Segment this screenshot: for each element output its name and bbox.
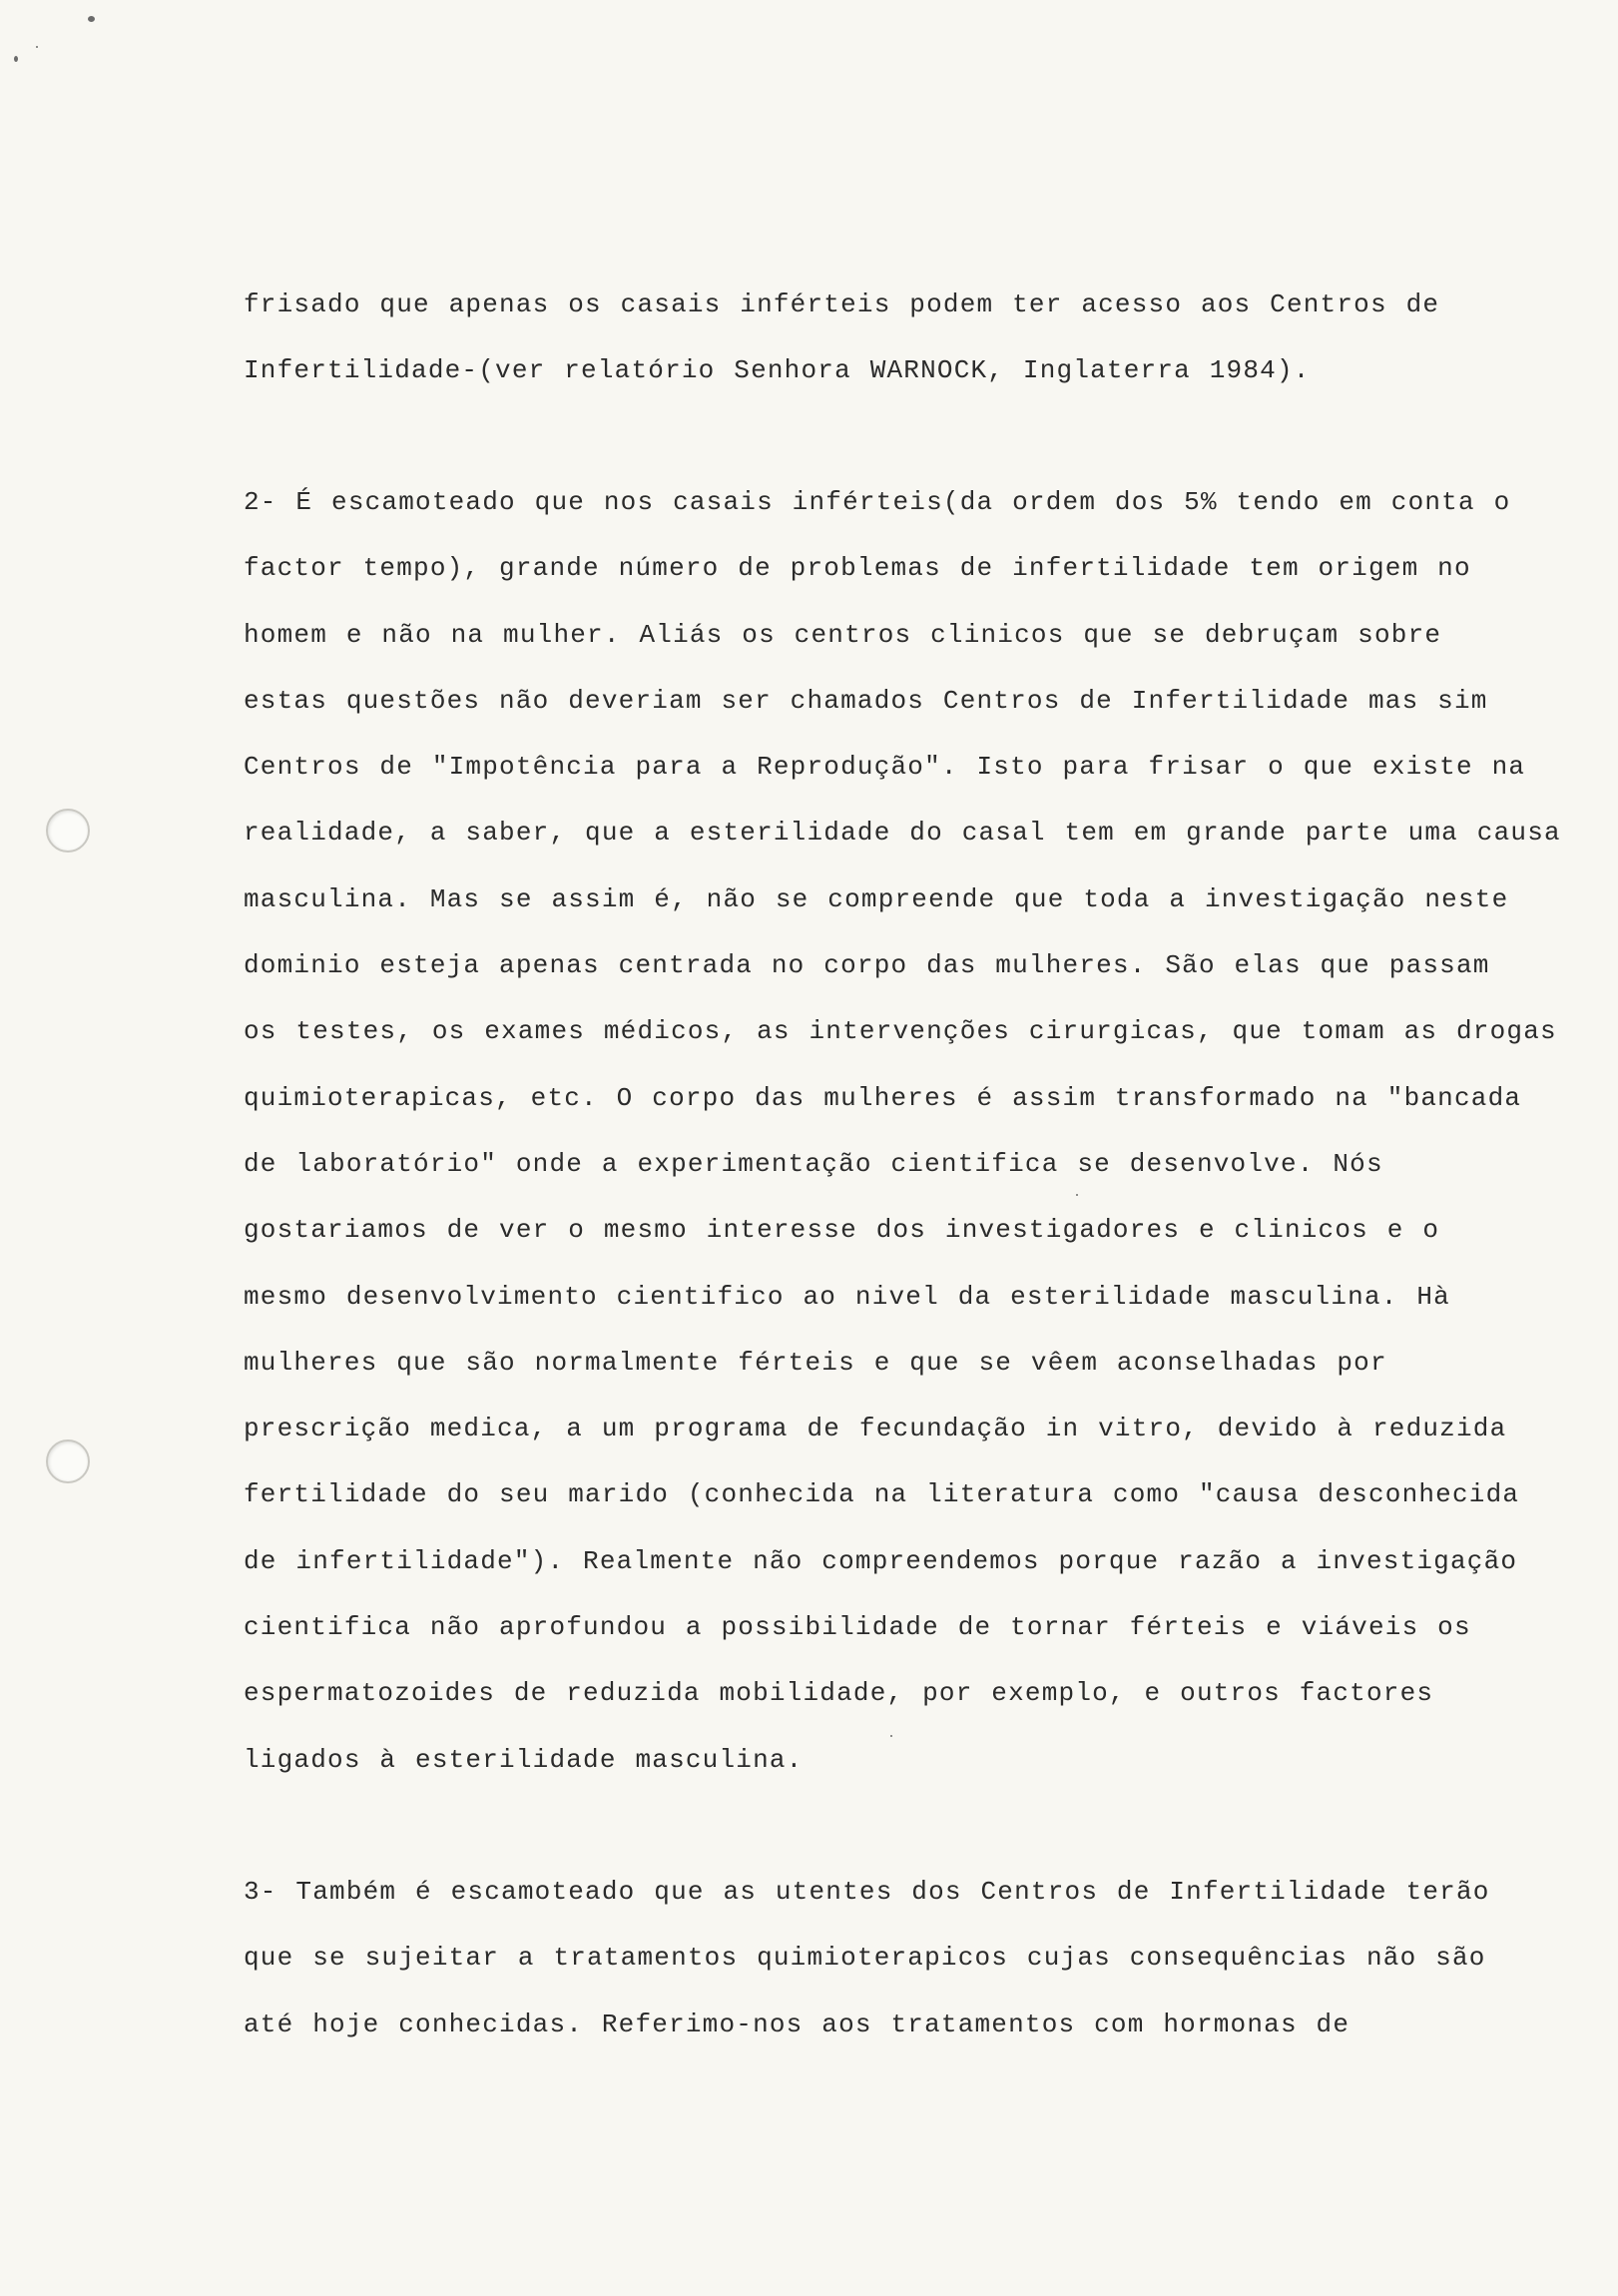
text-line: os testes, os exames médicos, as intervenções cirurgicas, que tomam as drogas <box>244 1016 1557 1047</box>
text-line: prescrição medica, a um programa de fecundação in vitro, devido à reduzida <box>244 1414 1507 1444</box>
text-line: homem e não na mulher. Aliás os centros clinicos que se debruçam sobre <box>244 619 1442 650</box>
text-line: fertilidade do seu marido (conhecida na literatura como "causa desconhecida <box>244 1479 1520 1510</box>
text-line: Infertilidade-(ver relatório Senhora WARNOCK, Inglaterra 1984). <box>244 355 1311 386</box>
text-line: ligados à esterilidade masculina. <box>244 1744 804 1775</box>
text-line: masculina. Mas se assim é, não se compreende que toda a investigação neste <box>244 883 1509 914</box>
text-line: mesmo desenvolvimento cientifico ao nivel da esterilidade masculina. Hà <box>244 1281 1450 1312</box>
text-line: gostariamos de ver o mesmo interesse dos investigadores e clinicos e o <box>244 1215 1440 1246</box>
punch-hole <box>46 1439 90 1483</box>
text-line: de laboratório" onde a experimentação cientifica se desenvolve. Nós <box>244 1148 1383 1179</box>
paper-speck <box>14 56 18 62</box>
paragraph-2 <box>244 469 1561 1793</box>
text-line: de infertilidade"). Realmente não compreendemos porque razão a investigação <box>244 1545 1518 1576</box>
text-line: dominio esteja apenas centrada no corpo das mulheres. São elas que passam <box>244 950 1490 981</box>
text-line: que se sujeitar a tratamentos quimioterapicos cujas consequências não são <box>244 1943 1486 1974</box>
paper-speck <box>36 46 38 48</box>
text-line: cientifica não aprofundou a possibilidade de tornar férteis e viáveis os <box>244 1612 1471 1643</box>
text-line: mulheres que são normalmente férteis e que se vêem aconselhadas por <box>244 1347 1387 1378</box>
text-line: factor tempo), grande número de problemas de infertilidade tem origem no <box>244 553 1471 584</box>
text-line: quimioterapicas, etc. O corpo das mulheres é assim transformado na "bancada <box>244 1082 1522 1113</box>
paragraph-1 <box>244 272 1511 404</box>
punch-hole <box>46 809 90 853</box>
paper-speck <box>88 16 95 22</box>
text-line: realidade, a saber, que a esterilidade do casal tem em grande parte uma causa <box>244 818 1561 849</box>
text-line: frisado que apenas os casais inférteis podem ter acesso aos Centros de <box>244 289 1440 319</box>
text-line: estas questões não deveriam ser chamados Centros de Infertilidade mas sim <box>244 685 1488 716</box>
text-line: 3- Também é escamoteado que as utentes dos Centros de Infertilidade terão <box>244 1877 1490 1907</box>
paragraph-3 <box>244 1859 1511 2057</box>
text-line: espermatozoides de reduzida mobilidade, por exemplo, e outros factores <box>244 1678 1434 1709</box>
text-line: até hoje conhecidas. Referimo-nos aos tratamentos com hormonas de <box>244 2009 1350 2039</box>
text-line: Centros de "Impotência para a Reprodução". Isto para frisar o que existe na <box>244 752 1526 783</box>
text-line: 2- É escamoteado que nos casais inférteis(da ordem dos 5% tendo em conta o <box>244 487 1511 517</box>
